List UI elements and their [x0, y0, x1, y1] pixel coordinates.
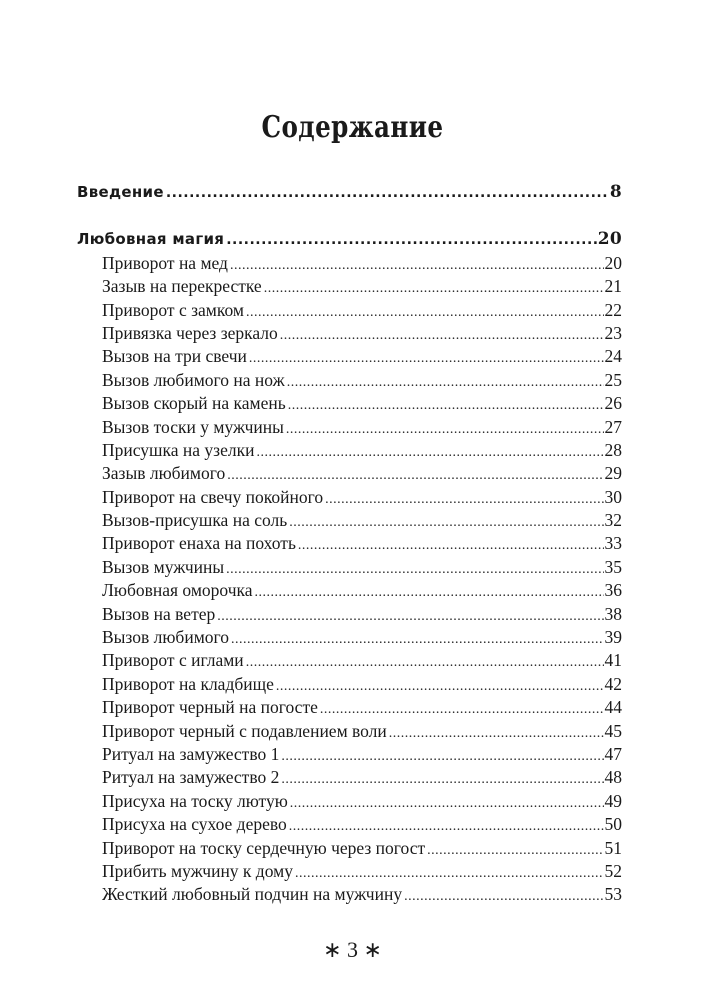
page-number: ∗ 3 ∗: [323, 937, 382, 962]
dot-leader: [246, 301, 604, 324]
toc-section-title: Введение: [77, 183, 164, 201]
toc-page-number: 39: [604, 627, 622, 648]
toc-entry[interactable]: [77, 883, 622, 906]
dot-leader: [289, 815, 604, 838]
toc-page-number: 27: [604, 416, 622, 437]
toc-section-title: Любовная магия: [77, 230, 225, 249]
toc-entry-title: Вызов-присушка на соль: [102, 510, 288, 531]
toc-page-number: 52: [604, 860, 622, 881]
dot-leader: [280, 324, 604, 347]
toc-page-number: 53: [604, 884, 622, 905]
dot-leader: [295, 862, 604, 885]
dot-leader: [427, 839, 603, 862]
dot-leader: [281, 768, 603, 791]
toc-entry[interactable]: [77, 509, 622, 532]
toc-entry[interactable]: [77, 532, 622, 555]
toc-page-number: 8: [609, 182, 622, 202]
toc-entry[interactable]: [77, 392, 622, 415]
toc-page-number: 42: [604, 673, 622, 694]
toc-entry-title: Приворот черный на погосте: [102, 697, 318, 718]
toc-entry[interactable]: [77, 486, 622, 509]
toc-entry[interactable]: [77, 345, 622, 368]
toc-page-number: 24: [604, 346, 622, 367]
toc-entry-title: Ритуал на замужество 1: [102, 743, 280, 764]
toc-entry-title: Любовная оморочка: [102, 580, 253, 601]
toc-entry-title: Присуха на сухое дерево: [102, 814, 287, 835]
toc-page-number: 44: [604, 697, 622, 718]
toc-entry[interactable]: [77, 462, 622, 485]
toc-entry[interactable]: [77, 837, 622, 860]
dot-leader: [217, 605, 603, 628]
toc-entry[interactable]: [77, 743, 622, 766]
dot-leader: [231, 628, 603, 651]
toc-entry-title: Вызов тоски у мужчины: [102, 416, 284, 437]
toc-entry-title: Прибить мужчину к дому: [102, 860, 293, 881]
toc-entry-title: Приворот на кладбище: [102, 673, 274, 694]
toc-entry[interactable]: [77, 860, 622, 883]
dot-leader: [246, 651, 604, 674]
toc-page-number: 45: [604, 720, 622, 741]
toc-page-number: 29: [604, 463, 622, 484]
dot-leader: [389, 722, 604, 745]
toc-page-number: 41: [604, 650, 622, 671]
toc-entry[interactable]: [77, 673, 622, 696]
toc-page-number: 26: [604, 393, 622, 414]
toc-page-number: 21: [604, 276, 622, 297]
toc-entry[interactable]: [77, 790, 622, 813]
toc-entry-title: Вызов скорый на камень: [102, 393, 286, 414]
dot-leader: [256, 441, 603, 464]
toc-page-number: 22: [604, 299, 622, 320]
toc-entry-title: Приворот на мед: [102, 252, 228, 273]
toc-entry-title: Приворот на тоску сердечную через погост: [102, 837, 426, 858]
toc-entry[interactable]: [77, 696, 622, 719]
toc-entry-title: Вызов на ветер: [102, 603, 216, 624]
toc-entry-title: Присушка на узелки: [102, 439, 255, 460]
dot-leader: [290, 792, 604, 815]
toc-entry[interactable]: [77, 579, 622, 602]
toc-page-number: 50: [604, 814, 622, 835]
toc-entry-title: Вызов мужчины: [102, 556, 225, 577]
toc-page-number: 28: [604, 439, 622, 460]
toc-entry[interactable]: [77, 416, 622, 439]
toc-entry-title: Ритуал на замужество 2: [102, 767, 280, 788]
toc-entry-title: Приворот черный с подавлением воли: [102, 720, 387, 741]
dot-leader: [276, 675, 604, 698]
page-title: Содержание: [261, 110, 444, 146]
toc-entry-title: Приворот с иглами: [102, 650, 244, 671]
toc-entry-title: Зазыв на перекрестке: [102, 276, 262, 297]
toc-entry[interactable]: [77, 299, 622, 322]
toc-entry[interactable]: [77, 603, 622, 626]
dot-leader: [226, 229, 597, 252]
toc-entry-title: Вызов любимого на нож: [102, 369, 285, 390]
toc-entry-title: Приворот на свечу покойного: [102, 486, 324, 507]
toc-entry-title: Приворот енаха на похоть: [102, 533, 296, 554]
toc-page-number: 36: [604, 580, 622, 601]
toc-entry-title: Привязка через зеркало: [102, 322, 278, 343]
toc-entry-title: Приворот с замком: [102, 299, 244, 320]
toc-entry[interactable]: [77, 322, 622, 345]
toc-page-number: 30: [604, 486, 622, 507]
dot-leader: [288, 394, 604, 417]
dot-leader: [287, 371, 604, 394]
toc-entry[interactable]: [77, 813, 622, 836]
toc-page-number: 49: [604, 790, 622, 811]
toc-page-number: 35: [604, 556, 622, 577]
toc-entry-title: Вызов любимого: [102, 627, 230, 648]
dot-leader: [255, 581, 604, 604]
toc-page-number: 32: [604, 510, 622, 531]
dot-leader: [249, 347, 604, 370]
toc-section[interactable]: [77, 228, 622, 251]
dot-leader: [286, 418, 604, 441]
toc-page-number: 23: [604, 322, 622, 343]
toc-entry[interactable]: [77, 252, 622, 275]
dot-leader: [298, 534, 604, 557]
dot-leader: [226, 558, 603, 581]
dot-leader: [227, 464, 603, 487]
toc-entry-title: Вызов на три свечи: [102, 346, 247, 367]
toc-entry[interactable]: [77, 275, 622, 298]
dot-leader: [289, 511, 603, 534]
toc-entry-title: Зазыв любимого: [102, 463, 226, 484]
toc-section[interactable]: [77, 181, 622, 204]
dot-leader: [281, 745, 603, 768]
toc-entry[interactable]: [77, 720, 622, 743]
toc-page-number: 48: [604, 767, 622, 788]
toc-page-number: 20: [597, 229, 622, 250]
toc-page-number: 20: [604, 252, 622, 273]
toc-entry[interactable]: [77, 766, 622, 789]
dot-leader: [325, 488, 603, 511]
toc-page-number: 33: [604, 533, 622, 554]
toc-page-number: 38: [604, 603, 622, 624]
toc-page-number: 51: [604, 837, 622, 858]
toc-entry-title: Присуха на тоску лютую: [102, 790, 288, 811]
toc-entry[interactable]: [77, 369, 622, 392]
dot-leader: [166, 182, 609, 205]
toc-page-number: 25: [604, 369, 622, 390]
dot-leader: [404, 885, 603, 908]
dot-leader: [230, 254, 604, 277]
toc-entry[interactable]: [77, 439, 622, 462]
toc-entry[interactable]: [77, 649, 622, 672]
table-of-contents: [77, 181, 622, 907]
toc-entry[interactable]: [77, 556, 622, 579]
dot-leader: [320, 698, 604, 721]
toc-entry-title: Жесткий любовный подчин на мужчину: [102, 884, 403, 905]
toc-page-number: 47: [604, 743, 622, 764]
toc-entry[interactable]: [77, 626, 622, 649]
dot-leader: [264, 277, 604, 300]
